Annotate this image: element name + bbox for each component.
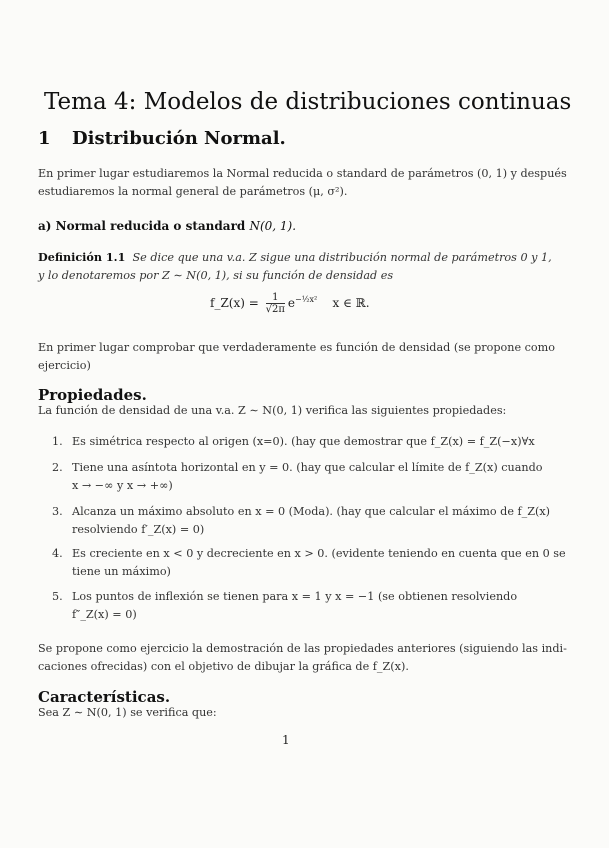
formula-exponent: −½x² xyxy=(295,295,318,304)
formula-lhs: f_Z(x) = xyxy=(210,296,259,310)
property-line: Alcanza un máximo absoluto en x = 0 (Moda). (hay que calcular el máximo de f_Z(x) xyxy=(72,505,551,518)
property-item xyxy=(52,503,550,539)
property-number: 1. xyxy=(52,435,63,448)
property-number: 4. xyxy=(52,547,63,560)
propiedades-intro: La función de densidad de una v.a. Z ∼ N(0, 1) verifica las siguientes propiedades: xyxy=(38,404,507,417)
definition-block xyxy=(38,248,552,285)
exercise-line: Se propone como ejercicio la demostración de las propiedades anteriores (siguiendo las indi- xyxy=(38,642,567,655)
section-number: 1 xyxy=(38,128,51,149)
check-paragraph xyxy=(38,339,555,375)
definition-line: y lo denotaremos por Z ∼ N(0, 1), si su función de densidad es xyxy=(38,269,394,282)
intro-paragraph xyxy=(38,165,567,201)
caracteristicas-heading: Características. xyxy=(38,688,171,706)
property-line: f″_Z(x) = 0) xyxy=(72,608,137,621)
formula-fraction xyxy=(266,292,285,315)
property-line: resolviendo f′_Z(x) = 0) xyxy=(72,523,205,536)
property-number: 2. xyxy=(52,461,63,474)
formula-domain: x ∈ ℝ. xyxy=(332,296,370,310)
property-line: Tiene una asíntota horizontal en y = 0. (hay que calcular el límite de f_Z(x) cuando xyxy=(72,461,543,474)
document-title: Tema 4: Modelos de distribuciones continuas xyxy=(44,89,572,115)
definition-label: Definición 1.1 xyxy=(38,250,126,264)
formula-denominator: √2π xyxy=(265,304,285,315)
subheading-text: a) Normal reducida o standard xyxy=(38,219,246,233)
property-line: Es creciente en x < 0 y decreciente en x > 0. (evidente teniendo en cuenta que en 0 se xyxy=(72,547,566,560)
formula-exp-base: e xyxy=(287,296,296,310)
intro-line: En primer lugar estudiaremos la Normal reducida o standard de parámetros (0, 1) y después xyxy=(38,167,567,180)
exercise-paragraph xyxy=(38,640,567,676)
property-item xyxy=(52,588,517,624)
density-formula xyxy=(210,292,370,315)
section-heading xyxy=(38,128,286,149)
property-line: Es simétrica respecto al origen (x=0). (hay que demostrar que f_Z(x) = f_Z(−x)∀x xyxy=(72,435,535,448)
caracteristicas-intro: Sea Z ∼ N(0, 1) se verifica que: xyxy=(38,706,217,719)
property-number: 3. xyxy=(52,505,63,518)
exercise-line: caciones ofrecidas) con el objetivo de dibujar la gráfica de f_Z(x). xyxy=(38,660,409,673)
definition-line: Se dice que una v.a. Z sigue una distribución normal de parámetros 0 y 1, xyxy=(132,251,552,264)
property-item xyxy=(52,459,543,495)
formula-numerator: 1 xyxy=(266,292,285,304)
intro-line: estudiaremos la normal general de parámetros (μ, σ²). xyxy=(38,185,348,198)
section-title: Distribución Normal. xyxy=(72,128,286,149)
property-line: Los puntos de inflexión se tienen para x = 1 y x = −1 (se obtienen resolviendo xyxy=(72,590,518,603)
page-number: 1 xyxy=(282,733,290,747)
subheading-math: N(0, 1). xyxy=(249,219,297,233)
property-number: 5. xyxy=(52,590,63,603)
check-line: ejercicio) xyxy=(38,359,91,372)
property-line: tiene un máximo) xyxy=(72,565,171,578)
propiedades-heading: Propiedades. xyxy=(38,386,147,404)
property-line: x → −∞ y x → +∞) xyxy=(72,479,173,492)
subheading xyxy=(38,219,296,233)
property-item xyxy=(52,545,566,581)
check-line: En primer lugar comprobar que verdaderamente es función de densidad (se propone como xyxy=(38,341,555,354)
property-item xyxy=(52,433,535,451)
